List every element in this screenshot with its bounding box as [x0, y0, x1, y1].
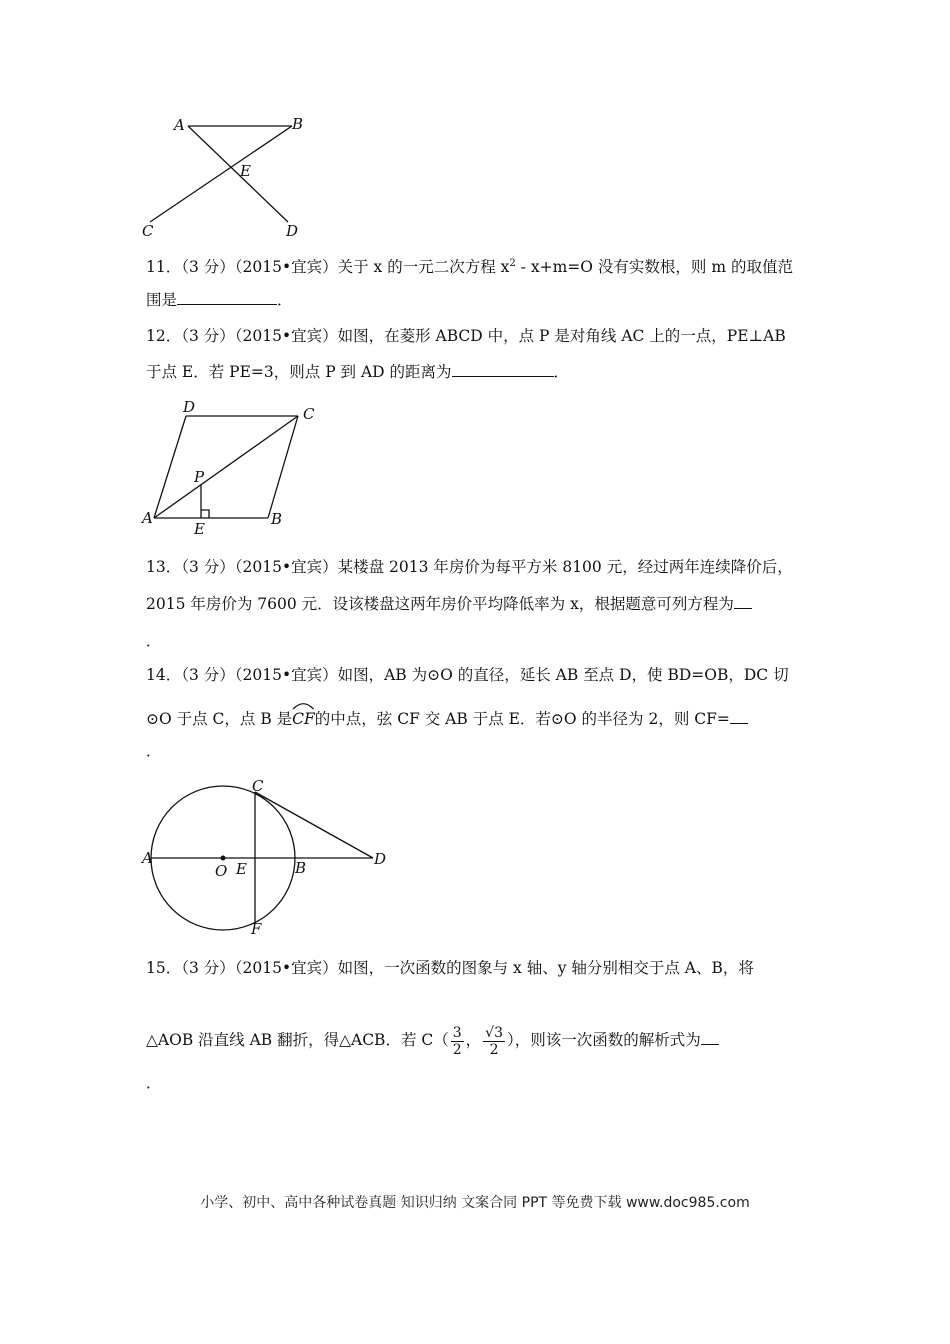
label-c: C — [252, 777, 264, 795]
q15-line1: 15．（3 分）（2015•宜宾）如图，一次函数的图象与 x 轴、y 轴分别相交于点 A、B，将 — [146, 959, 754, 977]
q15-line2: △AOB 沿直线 AB 翻折，得△ACB．若 C（ $\frac{3}{2}$ ， $\frac{√3}{2}$ ），则该一次函数的解析式为 — [146, 1020, 719, 1060]
q12-line2: 于点 E．若 PE=3，则点 P 到 AD 的距离为 ． — [146, 363, 570, 381]
label-d: D — [286, 222, 299, 240]
q12-line1: 12．（3 分）（2015•宜宾）如图，在菱形 ABCD 中，点 P 是对角线 AC 上的一点，PE⊥AB — [146, 327, 786, 345]
q13-line1: 13．（3 分）（2015•宜宾）某楼盘 2013 年房价为每平方米 8100 元，经过两年连续降价后， — [146, 558, 793, 576]
q13-answer-blank[interactable] — [734, 593, 752, 609]
q14-line1: 14．（3 分）（2015•宜宾）如图，AB 为⊙O 的直径，延长 AB 至点 D，使 BD=OB，DC 切 — [146, 666, 789, 684]
label-o: O — [215, 862, 228, 880]
q11-answer-blank[interactable] — [177, 289, 277, 305]
q15-answer-blank[interactable] — [701, 1029, 719, 1045]
center-point — [221, 856, 226, 861]
label-b: B — [295, 859, 307, 877]
label-a: A — [142, 849, 153, 867]
fraction-sqrt3-over-2: $\frac{√3}{2}$ — [485, 1024, 503, 1058]
q14-line2: ⊙O 于点 C，点 B 是 CF的中点，弦 CF 交 AB 于点 E．若⊙O 的半径为 2，则 CF= — [146, 703, 748, 729]
q15-line3: ． — [146, 1074, 162, 1092]
arc-cf: CF — [292, 703, 315, 729]
label-p: P — [194, 468, 205, 486]
label-a: A — [142, 509, 153, 527]
label-f: F — [251, 920, 262, 938]
label-c: C — [142, 222, 154, 240]
q13-line3: ． — [146, 632, 162, 650]
q11-line1: 11．（3 分）（2015•宜宾）关于 x 的一元二次方程 $x^2 - x+m=O$ 没有实数根，则 m 的取值范 — [146, 258, 793, 277]
label-b: B — [271, 510, 283, 528]
label-e: E — [194, 520, 205, 538]
q12-answer-blank[interactable] — [452, 361, 554, 377]
figure-q14 — [140, 774, 400, 944]
label-a: A — [174, 116, 185, 134]
figure-q12 — [140, 398, 340, 538]
figure-q10 — [140, 112, 320, 242]
fraction-3-over-2: $\frac{3}{2}$ — [452, 1024, 462, 1058]
q11-line2: 围是 ． — [146, 291, 293, 309]
page-footer: 小学、初中、高中各种试卷真题 知识归纳 文案合同 PPT 等免费下载 www.doc985.com — [200, 1195, 750, 1211]
q14-answer-blank[interactable] — [730, 708, 748, 724]
q14-line3: ． — [146, 742, 162, 760]
label-d: D — [374, 850, 387, 868]
label-e: E — [236, 860, 247, 878]
label-b: B — [292, 115, 304, 133]
q13-line2: 2015 年房价为 7600 元．设该楼盘这两年房价平均降低率为 x，根据题意可列方程为 — [146, 593, 752, 614]
label-e: E — [240, 162, 251, 180]
label-c: C — [303, 405, 315, 423]
label-d: D — [183, 398, 196, 416]
